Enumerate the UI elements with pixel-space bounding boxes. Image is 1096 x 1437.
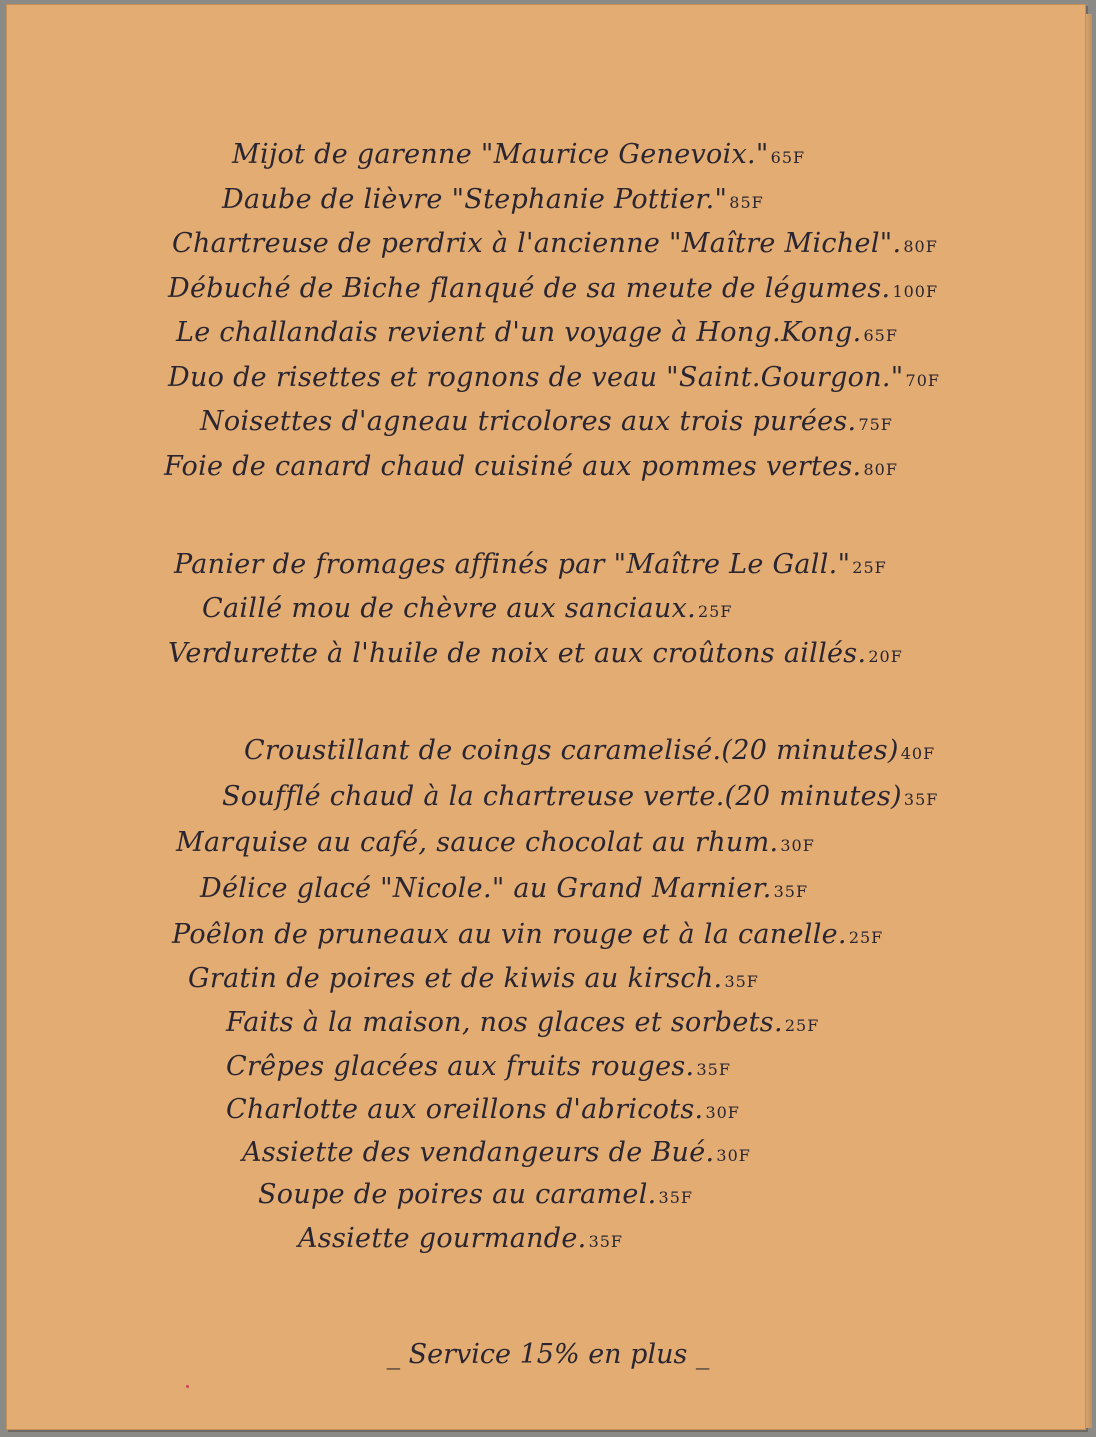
menu-item [226,1006,819,1043]
dish-name: Gratin de poires et de kiwis au kirsch. [188,963,723,994]
menu-item [176,316,898,353]
dish-price: 40F [900,744,936,763]
dish-price: 80F [903,237,938,256]
dish-name: Marquise au café, sauce chocolat au rhum. [176,827,779,858]
dish-name: Chartreuse de perdrix à l'ancienne "Maître Michel". [172,228,902,259]
menu-item [200,872,808,909]
dish-name: Noisettes d'agneau tricolores aux trois purées. [200,406,857,437]
dish-price: 20F [868,647,903,666]
dish-price: 35F [588,1232,624,1251]
dish-price: 80F [863,460,898,479]
dish-name: Charlotte aux oreillons d'abricots. [226,1094,704,1125]
dish-name: Faits à la maison, nos glaces et sorbets. [226,1007,783,1038]
menu-item [258,1178,693,1215]
dish-name: Croustillant de coings caramelisé.(20 minutes) [244,735,899,766]
menu-item [222,780,938,817]
dish-name: Daube de lièvre "Stephanie Pottier." [222,184,728,215]
dish-name: Duo de risettes et rognons de veau "Saint.Gourgon." [168,362,904,393]
dish-name: Débuché de Biche flanqué de sa meute de légumes. [168,273,891,304]
dish-name: Mijot de garenne "Maurice Genevoix." [232,139,769,170]
menu-item [172,227,938,264]
service-note: _ Service 15% en plus _ [386,1339,710,1370]
dish-price: 85F [729,193,764,212]
dish-price: 75F [858,415,893,434]
menu-item [176,826,815,863]
dish-price: 25F [698,602,733,621]
dish-price: 35F [658,1188,693,1207]
dish-name: Délice glacé "Nicole." au Grand Marnier. [200,873,772,904]
dish-name: Poêlon de pruneaux au vin rouge et à la canelle. [172,919,847,950]
dish-price: 65F [863,326,898,345]
dish-name: Le challandais revient d'un voyage à Hong.Kong. [176,317,862,348]
menu-item [168,361,940,398]
dish-price: 25F [852,558,887,577]
dish-name: Caillé mou de chèvre aux sanciaux. [202,593,696,624]
menu-item [168,637,903,674]
menu-item [200,405,893,442]
dish-price: 70F [905,371,940,390]
dish-price: 35F [903,790,939,809]
dish-name: Assiette des vendangeurs de Bué. [242,1137,715,1168]
dish-price: 30F [716,1146,751,1165]
dish-price: 65F [770,148,806,167]
menu-item [232,138,805,175]
dish-name: Crêpes glacées aux fruits rouges. [226,1051,695,1082]
menu-item [242,1136,751,1173]
dish-price: 35F [724,972,759,991]
dish-name: Soupe de poires au caramel. [258,1179,657,1210]
dish-price: 30F [780,836,815,855]
menu-item [222,183,764,220]
menu-item [174,548,887,585]
menu-item [226,1093,740,1130]
menu-item [168,272,938,309]
dish-name: Verdurette à l'huile de noix et aux croûtons aillés. [168,638,867,669]
dish-price: 30F [705,1103,740,1122]
menu-item [172,918,883,955]
dish-price: 35F [696,1060,731,1079]
menu-item [244,734,935,771]
dish-name: Assiette gourmande. [298,1223,587,1254]
menu-item [298,1222,623,1259]
menu-item [164,450,898,487]
dish-price: 100F [892,282,939,301]
menu-item [188,962,759,999]
dish-name: Soufflé chaud à la chartreuse verte.(20 minutes) [222,781,902,812]
dish-name: Foie de canard chaud cuisiné aux pommes vertes. [164,451,862,482]
dish-price: 25F [848,928,884,947]
ink-dot [186,1385,189,1388]
dish-price: 35F [773,882,809,901]
dish-name: Panier de fromages affinés par "Maître Le Gall." [174,549,851,580]
paper-edge [1086,14,1092,1428]
menu-item [202,592,732,629]
dish-price: 25F [784,1016,820,1035]
menu-item [226,1050,731,1087]
